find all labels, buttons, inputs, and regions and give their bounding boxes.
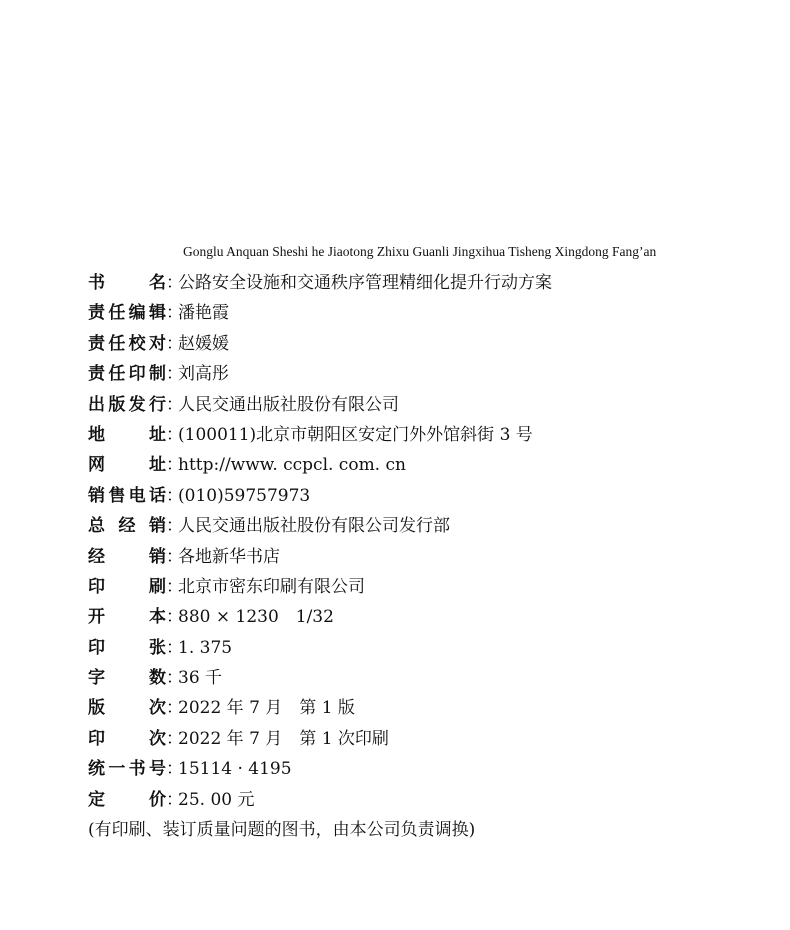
field-colon: ： [166,364,183,385]
field-label: 销售电话 [88,485,166,506]
website-link: http://www. ccpcl. com. cn [178,455,406,476]
field-colon: ： [166,303,183,324]
field-value: 公路安全设施和交通秩序管理精细化提升行动方案 [178,273,552,293]
field-value: 各地新华书店 [178,546,280,567]
field-value: 赵媛媛 [178,333,229,354]
field-label: 地址 [88,424,166,445]
field-label: 责任编辑 [88,303,166,324]
field-label: 印刷 [88,576,166,597]
field-value: 刘高彤 [178,364,229,385]
field-label: 印张 [88,637,166,658]
field-value: (010)59757973 [178,485,311,506]
field-label: 经销 [88,546,166,567]
field-label: 字数 [88,668,166,689]
field-value: 2022 年 7 月 第 1 次印刷 [178,728,389,749]
colophon-row-print-supervisor [88,359,778,389]
colophon-row-price [88,785,778,815]
field-colon: ： [166,516,183,537]
field-colon: ： [166,424,183,445]
colophon-row-sheets [88,633,778,663]
colophon-footer-note-row [88,815,778,845]
field-label: 统一书号 [88,759,166,780]
field-colon: ： [166,607,183,628]
field-label: 责任校对 [88,333,166,354]
field-value: 潘艳霞 [178,303,229,324]
field-label: 总经销 [88,516,166,537]
colophon-row-publisher [88,390,778,420]
colophon-row-general-distributor [88,511,778,541]
field-colon: ： [166,759,183,780]
field-label: 定价 [88,789,166,810]
pinyin-title: Gonglu Anquan Sheshi he Jiaotong Zhixu Guanli Jingxihua Tisheng Xingdong Fang’an [183,244,657,259]
field-colon: ： [166,394,183,415]
field-label: 开本 [88,607,166,628]
field-label: 责任印制 [88,364,166,385]
field-value: 2022 年 7 月 第 1 版 [178,698,355,719]
field-colon: ： [166,637,183,658]
footer-note: (有印刷、装订质量问题的图书，由本公司负责调换) [88,820,476,841]
field-value: 880 × 1230 1/32 [178,607,334,628]
colophon-row-format [88,602,778,632]
field-value: 25. 00 元 [178,789,255,810]
field-colon: ： [166,455,183,476]
field-colon: ： [166,668,183,689]
field-colon: ： [166,576,183,597]
field-colon: ： [166,333,183,354]
colophon-row-editor [88,298,778,328]
colophon-row-word-count [88,663,778,693]
field-value: 人民交通出版社股份有限公司发行部 [178,516,450,537]
field-colon: ： [166,789,183,810]
field-label: 书名 [88,273,166,293]
field-colon: ： [166,546,183,567]
field-value: 15114 · 4195 [178,759,292,780]
field-value: (100011)北京市朝阳区安定门外外馆斜街 3 号 [178,424,533,445]
field-label: 出版发行 [88,394,166,415]
field-colon: ： [166,273,183,293]
colophon-row-impression [88,724,778,754]
field-colon: ： [166,485,183,506]
field-label: 版次 [88,698,166,719]
field-label: 印次 [88,728,166,749]
colophon-row-edition [88,693,778,723]
field-colon: ： [166,698,183,719]
colophon-row-title [88,268,778,298]
colophon-row-book-number [88,754,778,784]
field-value: 人民交通出版社股份有限公司 [178,394,399,415]
colophon [88,268,778,845]
colophon-row-distributor [88,542,778,572]
field-value: 北京市密东印刷有限公司 [178,576,365,597]
colophon-row-address [88,420,778,450]
field-value: 1. 375 [178,637,233,658]
field-value: 36 千 [178,668,223,689]
field-colon: ： [166,728,183,749]
colophon-row-printer [88,572,778,602]
colophon-row-website [88,450,778,480]
field-label: 网址 [88,455,166,476]
colophon-row-proofreader [88,329,778,359]
colophon-row-sales-phone [88,481,778,511]
